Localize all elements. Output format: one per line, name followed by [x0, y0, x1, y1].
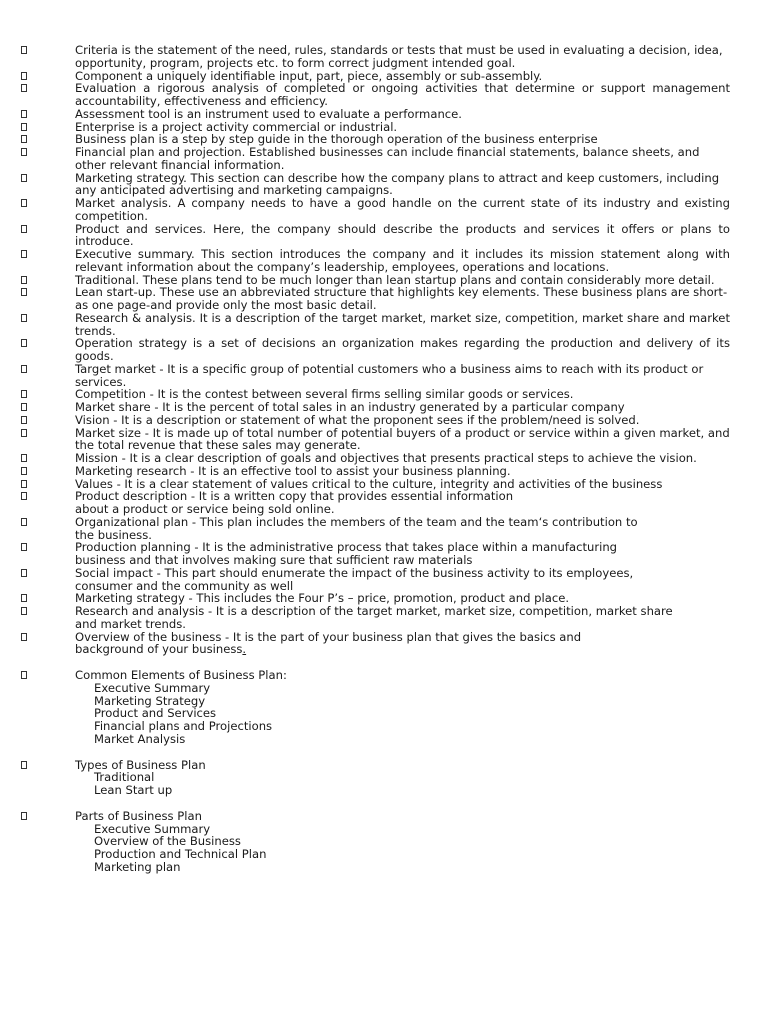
bullet-box-icon	[21, 46, 27, 54]
list-item: Market Analysis	[94, 731, 186, 746]
list-item: Overview of the Business	[94, 834, 241, 849]
bullet-box-icon	[21, 84, 27, 92]
bullet-box-icon	[21, 365, 27, 373]
common-elements-heading: Common Elements of Business Plan:	[0, 669, 768, 682]
list-item: Lean Start up	[94, 783, 173, 797]
definition-market-share: Market share - It is the percent of total sales in an industry generated by a particular company	[0, 401, 768, 414]
definition-research-and-analysis: Research and analysis - It is a description of the target market, market size, competition, market share and market trends.	[0, 605, 768, 631]
bullet-box-icon	[21, 454, 27, 462]
list-item: Financial plans and Projections	[94, 719, 273, 733]
bullet-box-icon	[21, 812, 27, 820]
definition-lean-start-up: Lean start-up. These use an abbreviated structure that highlights key elements. These business plans are short-as one page-and provide only the most basic detail.	[0, 286, 768, 312]
bullet-box-icon	[21, 480, 27, 488]
bullet-box-icon	[21, 594, 27, 602]
definition-product-description: Product description - It is a written copy that provides essential information about a product or service being sold online.	[0, 490, 768, 516]
definition-marketing-research: Marketing research - It is an effective tool to assist your business planning.	[0, 465, 768, 478]
definition-financial-plan: Financial plan and projection. Established businesses can include financial statements, balance sheets, and other relevant financial information.	[0, 146, 768, 172]
definition-competition: Competition - It is the contest between several firms selling similar goods or services.	[0, 388, 768, 401]
bullet-box-icon	[21, 199, 27, 207]
bullet-box-icon	[21, 110, 27, 118]
definition-mission: Mission - It is a clear description of goals and objectives that presents practical steps to achieve the vision.	[0, 452, 768, 465]
definitions-list	[0, 44, 768, 656]
bullet-box-icon	[21, 761, 27, 769]
bullet-box-icon	[21, 225, 27, 233]
list-item: Marketing Strategy	[94, 693, 206, 708]
bullet-box-icon	[21, 671, 27, 679]
definition-traditional: Traditional. These plans tend to be much longer than lean startup plans and contain considerably more detail.	[0, 274, 768, 287]
definition-target-market: Target market - It is a specific group of potential customers who a business aims to reach with its product or services.	[0, 363, 768, 389]
bullet-box-icon	[21, 314, 27, 322]
definition-research-analysis: Research & analysis. It is a description of the target market, market size, competition, market share and market trends.	[0, 312, 768, 338]
definition-vision: Vision - It is a description or statement of what the proponent sees if the problem/need is solved.	[0, 414, 768, 427]
list-item: Product and Services	[94, 706, 217, 721]
document-page	[0, 44, 768, 874]
bullet-box-icon	[21, 390, 27, 398]
list-item: Production and Technical Plan	[94, 847, 267, 861]
bullet-box-icon	[21, 492, 27, 500]
definition-product-services: Product and services. Here, the company should describe the products and services it offers or plans to introduce.	[0, 223, 768, 249]
definition-component: Component a uniquely identifiable input, part, piece, assembly or sub-assembly.	[0, 70, 768, 83]
definition-criteria: Criteria is the statement of the need, rules, standards or tests that must be used in evaluating a decision, idea, opportunity, program, projects etc. to form correct judgment intended goal.	[0, 44, 768, 70]
definition-operation-strategy: Operation strategy is a set of decisions an organization makes regarding the production and delivery of its goods.	[0, 337, 768, 363]
types-heading: Types of Business Plan	[0, 759, 768, 772]
definition-assessment-tool: Assessment tool is an instrument used to evaluate a performance.	[0, 108, 768, 121]
bullet-box-icon	[21, 174, 27, 182]
list-item: Traditional	[94, 770, 155, 785]
bullet-box-icon	[21, 416, 27, 424]
definition-social-impact: Social impact - This part should enumerate the impact of the business activity to its employees, consumer and the community as well	[0, 567, 768, 593]
bullet-box-icon	[21, 543, 27, 551]
bullet-box-icon	[21, 72, 27, 80]
definition-market-analysis: Market analysis. A company needs to have a good handle on the current state of its industry and existing competition.	[0, 197, 768, 223]
bullet-box-icon	[21, 518, 27, 526]
bullet-box-icon	[21, 467, 27, 475]
definition-values: Values - It is a clear statement of values critical to the culture, integrity and activities of the business	[0, 478, 768, 491]
definition-evaluation: Evaluation a rigorous analysis of completed or ongoing activities that determine or support management accountability, effectiveness and efficiency.	[0, 82, 768, 108]
bullet-box-icon	[21, 276, 27, 284]
bullet-box-icon	[21, 403, 27, 411]
definition-market-size: Market size - It is made up of total number of potential buyers of a product or service within a given market, and the total revenue that these sales may generate.	[0, 427, 768, 453]
definition-marketing-strategy-4p: Marketing strategy - This includes the Four P’s – price, promotion, product and place.	[0, 592, 768, 605]
bullet-box-icon	[21, 607, 27, 615]
list-item: Executive Summary	[94, 680, 211, 695]
parts-heading: Parts of Business Plan	[0, 810, 768, 823]
bullet-box-icon	[21, 250, 27, 258]
definition-enterprise: Enterprise is a project activity commercial or industrial.	[0, 121, 768, 134]
bullet-box-icon	[21, 339, 27, 347]
types-section	[0, 759, 768, 797]
bullet-box-icon	[21, 633, 27, 641]
definition-executive-summary: Executive summary. This section introduces the company and it includes its mission statement along with relevant information about the company’s leadership, employees, operations and locations.	[0, 248, 768, 274]
list-item: Executive Summary	[94, 821, 211, 836]
bullet-box-icon	[21, 123, 27, 131]
bullet-box-icon	[21, 135, 27, 143]
bullet-box-icon	[21, 288, 27, 296]
definition-production-planning: Production planning - It is the administrative process that takes place within a manufacturing business and that involves making sure that sufficient raw materials	[0, 541, 768, 567]
list-item: Marketing plan	[94, 859, 181, 874]
parts-section	[0, 810, 768, 874]
common-elements-section	[0, 669, 768, 746]
bullet-box-icon	[21, 569, 27, 577]
bullet-box-icon	[21, 429, 27, 437]
definition-overview-business: Overview of the business - It is the part of your business plan that gives the basics and background of your business.	[0, 631, 768, 657]
definition-organizational-plan: Organizational plan - This plan includes the members of the team and the team‘s contribution to the business.	[0, 516, 768, 542]
definition-marketing-strategy: Marketing strategy. This section can describe how the company plans to attract and keep customers, including any anticipated advertising and marketing campaigns.	[0, 172, 768, 198]
definition-business-plan: Business plan is a step by step guide in the thorough operation of the business enterprise	[0, 133, 768, 146]
bullet-box-icon	[21, 148, 27, 156]
